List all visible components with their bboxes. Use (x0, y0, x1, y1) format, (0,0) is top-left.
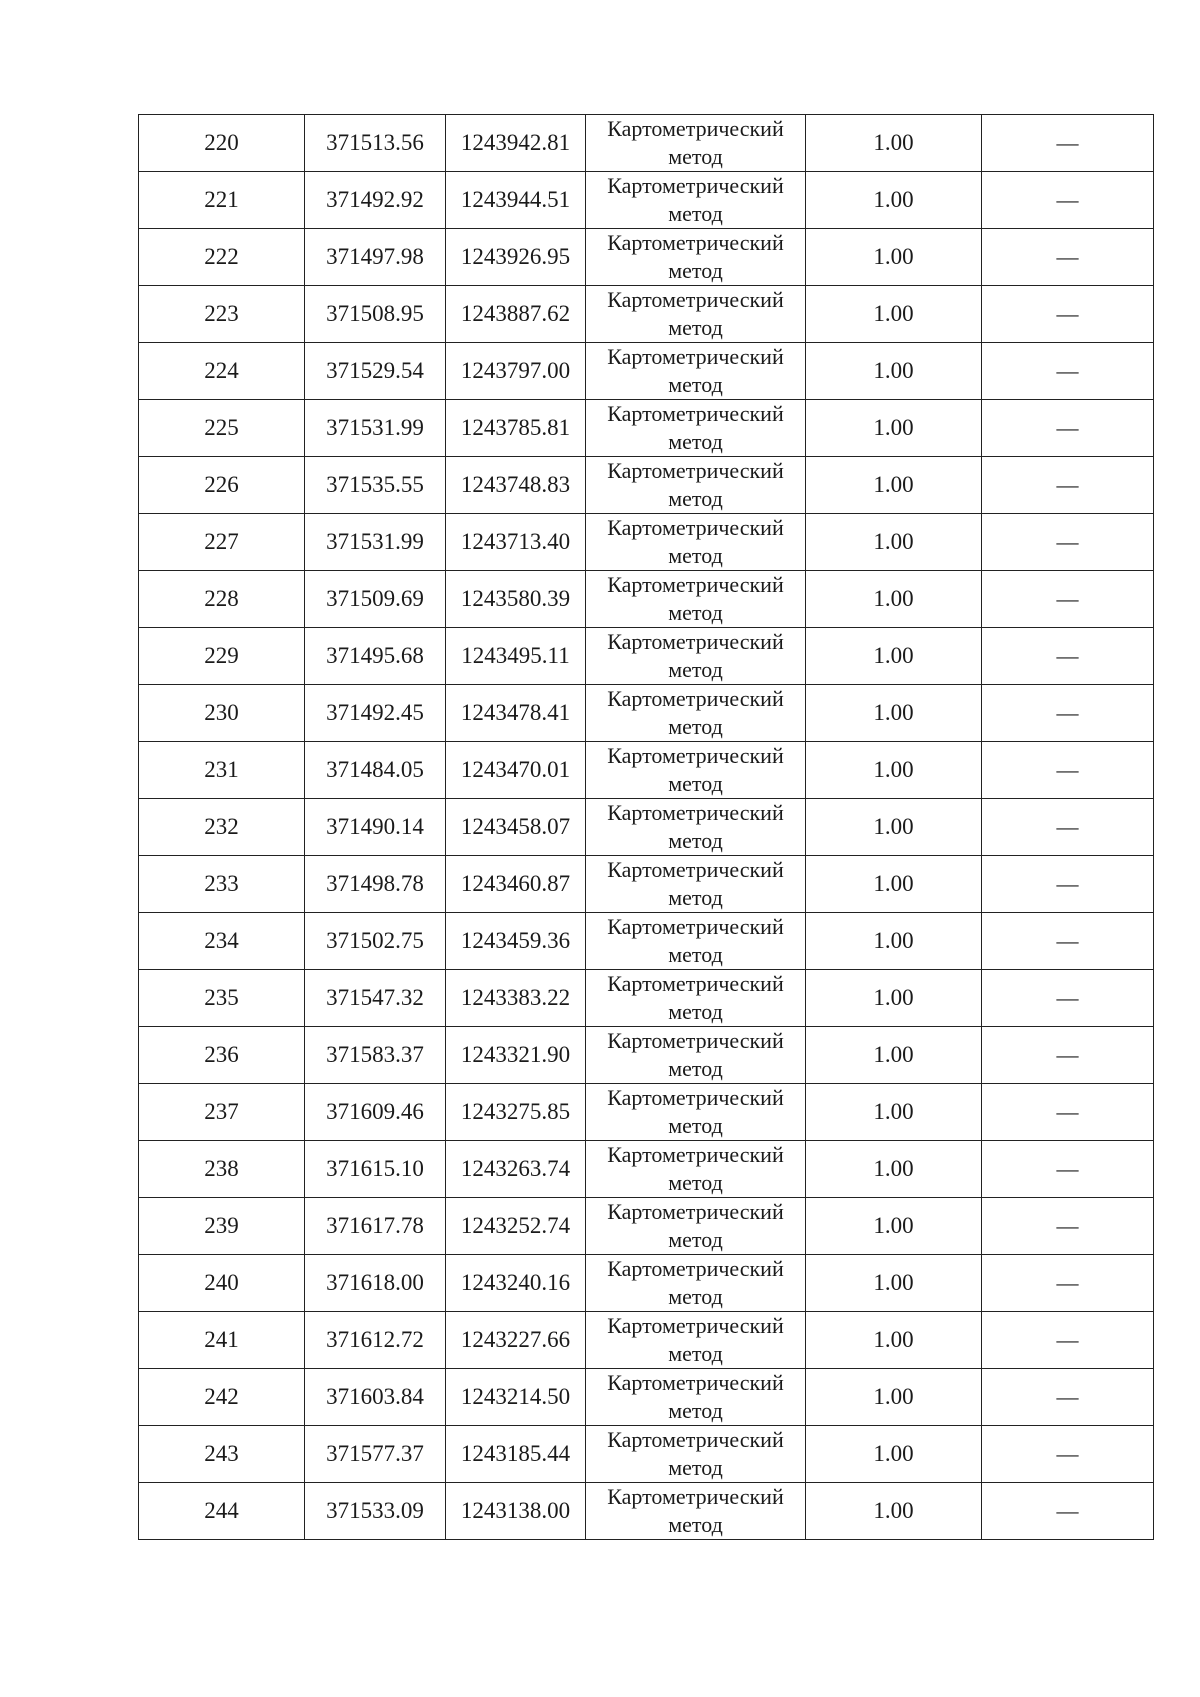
x-coordinate-cell: 371495.68 (305, 628, 446, 685)
point-number-cell: 221 (139, 172, 305, 229)
x-coordinate-cell: 371497.98 (305, 229, 446, 286)
point-number-cell: 223 (139, 286, 305, 343)
y-coordinate-cell: 1243460.87 (446, 856, 586, 913)
y-coordinate-cell: 1243252.74 (446, 1198, 586, 1255)
method-cell: Картометрический метод (586, 229, 806, 286)
x-coordinate-cell: 371484.05 (305, 742, 446, 799)
note-cell: — (982, 685, 1154, 742)
note-cell: — (982, 1369, 1154, 1426)
table-row (139, 343, 1154, 400)
x-coordinate-cell: 371498.78 (305, 856, 446, 913)
point-number-cell: 236 (139, 1027, 305, 1084)
point-number-cell: 225 (139, 400, 305, 457)
error-cell: 1.00 (806, 1312, 982, 1369)
y-coordinate-cell: 1243942.81 (446, 115, 586, 172)
error-cell: 1.00 (806, 1027, 982, 1084)
point-number-cell: 222 (139, 229, 305, 286)
y-coordinate-cell: 1243713.40 (446, 514, 586, 571)
error-cell: 1.00 (806, 400, 982, 457)
error-cell: 1.00 (806, 172, 982, 229)
point-number-cell: 238 (139, 1141, 305, 1198)
x-coordinate-cell: 371531.99 (305, 514, 446, 571)
error-cell: 1.00 (806, 685, 982, 742)
y-coordinate-cell: 1243214.50 (446, 1369, 586, 1426)
method-cell: Картометрический метод (586, 514, 806, 571)
note-cell: — (982, 628, 1154, 685)
note-cell: — (982, 913, 1154, 970)
point-number-cell: 226 (139, 457, 305, 514)
error-cell: 1.00 (806, 1426, 982, 1483)
note-cell: — (982, 172, 1154, 229)
y-coordinate-cell: 1243887.62 (446, 286, 586, 343)
method-cell: Картометрический метод (586, 400, 806, 457)
method-cell: Картометрический метод (586, 1198, 806, 1255)
note-cell: — (982, 1198, 1154, 1255)
method-cell: Картометрический метод (586, 457, 806, 514)
error-cell: 1.00 (806, 343, 982, 400)
note-cell: — (982, 229, 1154, 286)
method-cell: Картометрический метод (586, 571, 806, 628)
note-cell: — (982, 1141, 1154, 1198)
error-cell: 1.00 (806, 571, 982, 628)
note-cell: — (982, 799, 1154, 856)
table-row (139, 514, 1154, 571)
table-row (139, 685, 1154, 742)
point-number-cell: 240 (139, 1255, 305, 1312)
x-coordinate-cell: 371492.92 (305, 172, 446, 229)
point-number-cell: 239 (139, 1198, 305, 1255)
point-number-cell: 227 (139, 514, 305, 571)
table-row (139, 1141, 1154, 1198)
y-coordinate-cell: 1243263.74 (446, 1141, 586, 1198)
y-coordinate-cell: 1243240.16 (446, 1255, 586, 1312)
error-cell: 1.00 (806, 799, 982, 856)
note-cell: — (982, 742, 1154, 799)
note-cell: — (982, 400, 1154, 457)
table-row (139, 742, 1154, 799)
method-cell: Картометрический метод (586, 1141, 806, 1198)
table-row (139, 400, 1154, 457)
note-cell: — (982, 457, 1154, 514)
y-coordinate-cell: 1243785.81 (446, 400, 586, 457)
method-cell: Картометрический метод (586, 742, 806, 799)
y-coordinate-cell: 1243495.11 (446, 628, 586, 685)
x-coordinate-cell: 371502.75 (305, 913, 446, 970)
method-cell: Картометрический метод (586, 799, 806, 856)
coordinates-table (138, 114, 1154, 1540)
x-coordinate-cell: 371612.72 (305, 1312, 446, 1369)
error-cell: 1.00 (806, 1483, 982, 1540)
x-coordinate-cell: 371535.55 (305, 457, 446, 514)
point-number-cell: 235 (139, 970, 305, 1027)
table-row (139, 571, 1154, 628)
table-row (139, 1255, 1154, 1312)
table-row (139, 970, 1154, 1027)
x-coordinate-cell: 371547.32 (305, 970, 446, 1027)
point-number-cell: 241 (139, 1312, 305, 1369)
point-number-cell: 224 (139, 343, 305, 400)
method-cell: Картометрический метод (586, 913, 806, 970)
error-cell: 1.00 (806, 856, 982, 913)
method-cell: Картометрический метод (586, 1084, 806, 1141)
y-coordinate-cell: 1243458.07 (446, 799, 586, 856)
error-cell: 1.00 (806, 1141, 982, 1198)
method-cell: Картометрический метод (586, 685, 806, 742)
note-cell: — (982, 286, 1154, 343)
method-cell: Картометрический метод (586, 1426, 806, 1483)
table-row (139, 1369, 1154, 1426)
note-cell: — (982, 571, 1154, 628)
point-number-cell: 234 (139, 913, 305, 970)
x-coordinate-cell: 371603.84 (305, 1369, 446, 1426)
point-number-cell: 220 (139, 115, 305, 172)
error-cell: 1.00 (806, 970, 982, 1027)
x-coordinate-cell: 371508.95 (305, 286, 446, 343)
note-cell: — (982, 1483, 1154, 1540)
x-coordinate-cell: 371533.09 (305, 1483, 446, 1540)
error-cell: 1.00 (806, 1198, 982, 1255)
note-cell: — (982, 1426, 1154, 1483)
x-coordinate-cell: 371618.00 (305, 1255, 446, 1312)
y-coordinate-cell: 1243478.41 (446, 685, 586, 742)
note-cell: — (982, 1255, 1154, 1312)
table-row (139, 229, 1154, 286)
error-cell: 1.00 (806, 229, 982, 286)
note-cell: — (982, 970, 1154, 1027)
method-cell: Картометрический метод (586, 1369, 806, 1426)
error-cell: 1.00 (806, 115, 982, 172)
table-row (139, 628, 1154, 685)
method-cell: Картометрический метод (586, 115, 806, 172)
table-row (139, 1027, 1154, 1084)
note-cell: — (982, 343, 1154, 400)
error-cell: 1.00 (806, 286, 982, 343)
method-cell: Картометрический метод (586, 1483, 806, 1540)
method-cell: Картометрический метод (586, 1255, 806, 1312)
table-row (139, 1312, 1154, 1369)
table-row (139, 115, 1154, 172)
point-number-cell: 229 (139, 628, 305, 685)
note-cell: — (982, 856, 1154, 913)
table-row (139, 457, 1154, 514)
y-coordinate-cell: 1243227.66 (446, 1312, 586, 1369)
note-cell: — (982, 1027, 1154, 1084)
error-cell: 1.00 (806, 457, 982, 514)
point-number-cell: 242 (139, 1369, 305, 1426)
table-row (139, 1084, 1154, 1141)
x-coordinate-cell: 371492.45 (305, 685, 446, 742)
note-cell: — (982, 1312, 1154, 1369)
table-row (139, 1483, 1154, 1540)
error-cell: 1.00 (806, 628, 982, 685)
y-coordinate-cell: 1243383.22 (446, 970, 586, 1027)
x-coordinate-cell: 371531.99 (305, 400, 446, 457)
y-coordinate-cell: 1243926.95 (446, 229, 586, 286)
error-cell: 1.00 (806, 742, 982, 799)
error-cell: 1.00 (806, 1255, 982, 1312)
y-coordinate-cell: 1243944.51 (446, 172, 586, 229)
method-cell: Картометрический метод (586, 970, 806, 1027)
y-coordinate-cell: 1243459.36 (446, 913, 586, 970)
point-number-cell: 230 (139, 685, 305, 742)
x-coordinate-cell: 371615.10 (305, 1141, 446, 1198)
point-number-cell: 243 (139, 1426, 305, 1483)
y-coordinate-cell: 1243185.44 (446, 1426, 586, 1483)
y-coordinate-cell: 1243748.83 (446, 457, 586, 514)
x-coordinate-cell: 371577.37 (305, 1426, 446, 1483)
note-cell: — (982, 514, 1154, 571)
y-coordinate-cell: 1243275.85 (446, 1084, 586, 1141)
error-cell: 1.00 (806, 514, 982, 571)
table-row (139, 799, 1154, 856)
y-coordinate-cell: 1243138.00 (446, 1483, 586, 1540)
x-coordinate-cell: 371490.14 (305, 799, 446, 856)
error-cell: 1.00 (806, 1369, 982, 1426)
y-coordinate-cell: 1243470.01 (446, 742, 586, 799)
point-number-cell: 231 (139, 742, 305, 799)
coordinates-table-body (139, 115, 1154, 1540)
x-coordinate-cell: 371509.69 (305, 571, 446, 628)
table-row (139, 1198, 1154, 1255)
method-cell: Картометрический метод (586, 856, 806, 913)
error-cell: 1.00 (806, 1084, 982, 1141)
table-row (139, 1426, 1154, 1483)
x-coordinate-cell: 371609.46 (305, 1084, 446, 1141)
point-number-cell: 232 (139, 799, 305, 856)
point-number-cell: 228 (139, 571, 305, 628)
point-number-cell: 233 (139, 856, 305, 913)
point-number-cell: 244 (139, 1483, 305, 1540)
table-row (139, 856, 1154, 913)
y-coordinate-cell: 1243797.00 (446, 343, 586, 400)
note-cell: — (982, 115, 1154, 172)
method-cell: Картометрический метод (586, 286, 806, 343)
point-number-cell: 237 (139, 1084, 305, 1141)
x-coordinate-cell: 371617.78 (305, 1198, 446, 1255)
table-row (139, 286, 1154, 343)
method-cell: Картометрический метод (586, 172, 806, 229)
method-cell: Картометрический метод (586, 343, 806, 400)
y-coordinate-cell: 1243580.39 (446, 571, 586, 628)
error-cell: 1.00 (806, 913, 982, 970)
method-cell: Картометрический метод (586, 1027, 806, 1084)
table-row (139, 172, 1154, 229)
method-cell: Картометрический метод (586, 628, 806, 685)
x-coordinate-cell: 371583.37 (305, 1027, 446, 1084)
table-row (139, 913, 1154, 970)
x-coordinate-cell: 371529.54 (305, 343, 446, 400)
y-coordinate-cell: 1243321.90 (446, 1027, 586, 1084)
note-cell: — (982, 1084, 1154, 1141)
x-coordinate-cell: 371513.56 (305, 115, 446, 172)
method-cell: Картометрический метод (586, 1312, 806, 1369)
